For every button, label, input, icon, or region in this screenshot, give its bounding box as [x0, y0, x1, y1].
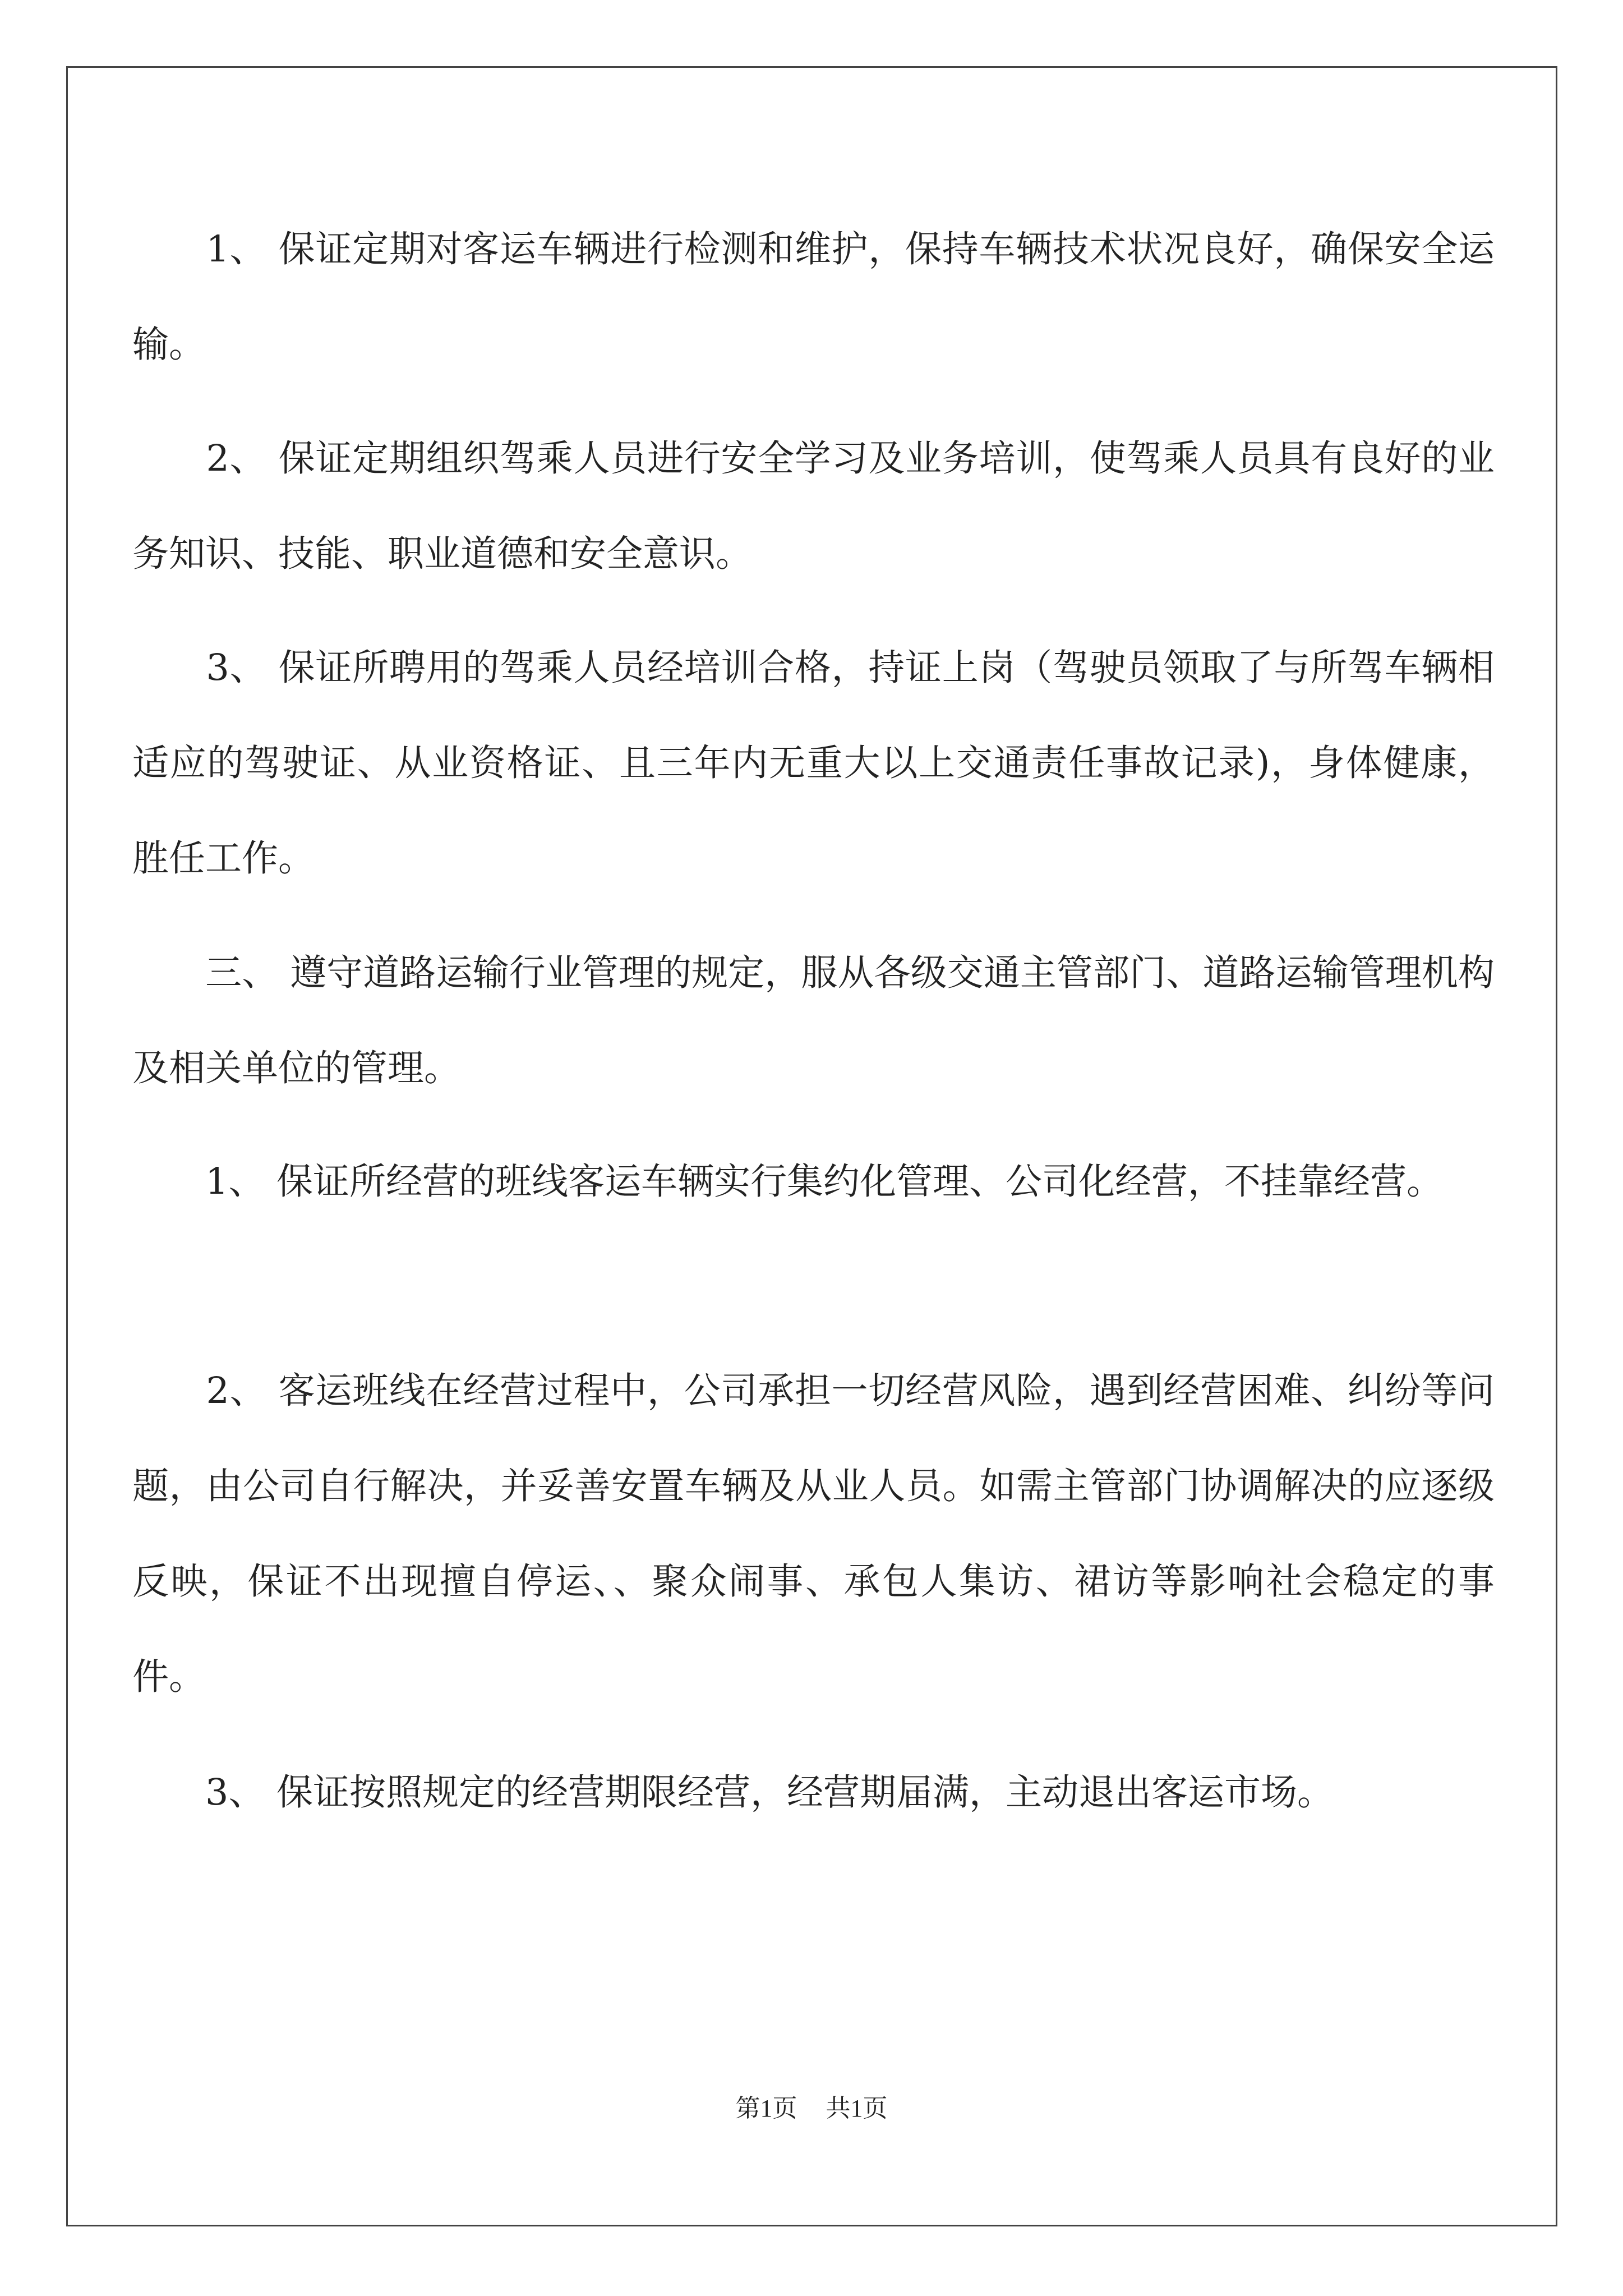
- paragraph-2: 2、 保证定期组织驾乘人员进行安全学习及业务培训，使驾乘人员具有良好的业务知识、技能、职业道德和安全意识。: [132, 438, 1495, 575]
- paragraph-1: 1、 保证定期对客运车辆进行检测和维护，保持车辆技术状况良好，确保安全运输。: [132, 228, 1495, 366]
- paragraph-4: 三、 遵守道路运输行业管理的规定，服从各级交通主管部门、道路运输管理机构及相关单位的管理。: [132, 952, 1495, 1089]
- paragraph-5: 1、 保证所经营的班线客运车辆实行集约化管理、公司化经营，不挂靠经营。: [132, 1161, 1444, 1203]
- page-footer: 第1页 共1页: [735, 2095, 888, 2122]
- paragraph-6: 2、 客运班线在经营过程中，公司承担一切经营风险，遇到经营困难、纠纷等问题，由公司自行解决，并妥善安置车辆及从业人员。如需主管部门协调解决的应逐级反映，保证不出现擅自停运、、聚众闹事、承包人集访、裙访等影响社会稳定的事件。: [132, 1370, 1495, 1698]
- paragraph-3: 3、 保证所聘用的驾乘人员经培训合格，持证上岗（驾驶员领取了与所驾车辆相适应的驾驶证、从业资格证、且三年内无重大以上交通责任事故记录)，身体健康，胜任工作。: [132, 647, 1495, 880]
- paragraph-7: 3、 保证按照规定的经营期限经营，经营期届满，主动退出客运市场。: [132, 1772, 1334, 1814]
